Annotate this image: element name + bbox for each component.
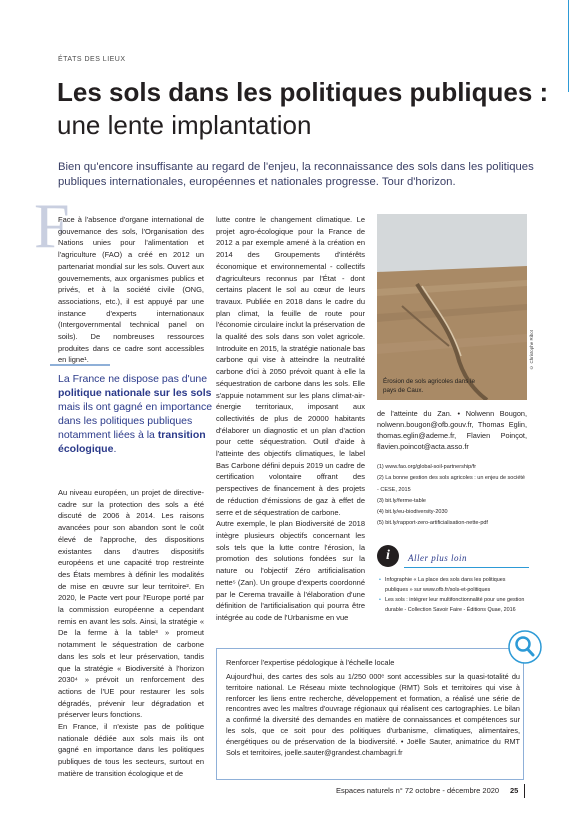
further-reading-item: • Les sols : intégrer leur multifonctionnalité pour une gestion durable - Collection Savoir Faire - Éditions Quae, 2016 (379, 595, 529, 615)
footnote: (4) bit.ly/eu-biodiversity-2030 (377, 509, 448, 516)
box-body: Aujourd'hui, des cartes des sols au 1/250 000ᵉ sont accessibles sur la quasi-totalité du territoire national. Le Réseau mixte technologique (RMT) Sols et territoires qui vise à renforcer les liens entre recherche, développement et formation, a réalisé une série de rencontres avec les maîtres d'ouvrage régionaux qui réalisent ces cartographies. Le bilan a confirmé la diversité des demandes en matière de connaissances et compétences sur les sols, que ce soit pour des politiques d'urbanisme, climatiques, alimentaires, énergétiques ou de préservation de la biodiversité. • Joëlle Sauter, animatrice du RMT Sols et territoires, joelle.sauter@grandest.chambagri.fr (226, 672, 520, 757)
footnote: (5) bit.ly/rapport-zero-artificialisation-nette-pdf (377, 520, 488, 527)
magnifier-icon (508, 630, 542, 664)
page-title (57, 76, 557, 142)
lede: Bien qu'encore insuffisante au regard de l'enjeu, la reconnaissance des sols dans les politiques publiques internationales, européennes et nationales progresse. Tour d'horizon. (58, 161, 534, 188)
footnote: (3) bit.ly/ferme-table (377, 497, 426, 504)
col1-top-paragraph: Face à l'absence d'organe international de gouvernance des sols, l'Organisation des Nations unies pour l'alimentation et l'agriculture (FAO) a créé en 2012 un partenariat mondial sur les sols. Ouvert aux gouvernements, aux organismes publics et privés, et à la société civile (ONG, associations, etc.), il est appuyé par une instance d'experts internationaux (Intergovernmental technical panel on soils). De nombreuses ressources produites dans ce cadre sont accessibles en ligne¹. (58, 215, 204, 365)
column-3-text: de l'atteinte du Zan. • Nolwenn Bougon, nolwenn.bougon@ofb.gouv.fr, Thomas Eglin, thomas.eglin@ademe.fr, Flavien Poinçot, flavien.poincot@acta.asso.fr (377, 409, 527, 451)
photo-caption: Érosion de sols agricoles dans le pays de Caux. (383, 378, 476, 394)
further-reading-item: • Infographie « La place des sols dans les politiques publiques » sur www.ofb.fr/sols-et-politiques (379, 575, 529, 595)
footnotes (377, 462, 527, 530)
col1-paragraph-france: En France, il n'existe pas de politique nationale dédiée aux sols mais ils ont gagné en importance dans les politiques publiques de tous les secteurs, surtout en matière de transition écologique et de (58, 722, 204, 778)
pull-quote-highlight-1: politique nationale sur les sols (58, 387, 212, 399)
pull-quote-text-3: . (113, 443, 117, 455)
erosion-photo (377, 214, 527, 400)
column-2 (216, 214, 365, 624)
info-icon: i (377, 545, 399, 567)
footnote: (1) www.fao.org/global-soil-partnership/fr (377, 464, 477, 470)
page-number-rule (524, 784, 525, 798)
box-heading: Renforcer l'expertise pédologique à l'échelle locale (226, 658, 395, 667)
title-regular: une lente implantation (57, 110, 312, 140)
title-bold: Les sols dans les politiques publiques : (57, 77, 549, 107)
further-reading-heading: Aller plus loin (408, 553, 467, 563)
pull-quote-text-2: mais ils ont gagné en importance dans les politiques publiques notamment liées à la (58, 401, 213, 441)
further-reading-list (379, 575, 529, 615)
section-label: ÉTATS DES LIEUX (58, 56, 126, 63)
dropcap: F (34, 190, 70, 261)
edge-accent-line (568, 0, 569, 92)
erosion-photo-drawing (377, 214, 527, 400)
col2-paragraph-1: lutte contre le changement climatique. Le projet agro-écologique pour la France de 2012 a par exemple amené à la création en 2014 des Groupements d'intérêts économique et environnemental - collectifs d'agriculteurs reconnus par l'État - dont certains placent le sol au cœur de leurs travaux. Publiée en 2018 dans le cadre du plan climat, la feuille de route pour l'économie circulaire inclut la préservation de la qualité des sols dans son volet agricole. Introduite en 2015, la stratégie nationale bas carbone qui vise à atteindre la neutralité carbone d'ici à 2050 prévoit quant à elle la séquestration de carbone dans les sols. Elle s'appuie notamment sur les plans climat-air-énergie territoriaux, imposant aux collectivités de plus de 20000 habitants d'élaborer un diagnostic et un plan d'action pour cette séquestration. Outil d'aide à l'atteinte des objectifs climatiques, le label Bas Carbone défini depuis 2019 un cadre de certification volontaire offrant des perspectives de financement à des projets de réduction d'émissions de gaz à effet de serre et de séquestration de carbone. (216, 215, 366, 517)
footnote: (2) La bonne gestion des sols agricoles : un enjeu de société - CESE, 2015 (377, 475, 525, 493)
photo-credit: © Christophe Ribot (529, 330, 534, 370)
column-1-bottom (58, 487, 204, 780)
pull-quote-text-1: La France ne dispose pas d'une (58, 373, 208, 385)
page-number: 25 (510, 786, 519, 795)
further-reading-rule (404, 567, 529, 568)
pull-quote-rule (50, 364, 110, 366)
column-1-top (58, 214, 204, 366)
pull-quote-highlight-2: transition écologique (58, 429, 206, 455)
footer-publication: Espaces naturels n° 72 octobre - décembre 2020 (336, 786, 500, 795)
col2-paragraph-2: Autre exemple, le plan Biodiversité de 2018 intègre plusieurs objectifs concernant les sols tels que la lutte contre l'érosion, la promotion des solutions fondées sur la nature ou l'objectif Zéro artificialisation nette⁵ (Zan). Un groupe d'experts coordonné par le Cerema travaille à l'élaboration d'une définition de l'artificialisation qui pourra être intégrée au code de l'Urbanisme en vue (216, 519, 365, 622)
col1-paragraph-europe: Au niveau européen, un projet de directive-cadre sur la protection des sols a été discuté de 2006 à 2014. Les raisons avancées pour son abandon sont le coût élevé de l'approche, des dispositions existantes dans d'autres dispositifs européens et une capacité trop restreinte des États membres à définir les modalités de mise en œuvre sur leur territoire². En 2020, le Pacte vert pour l'Europe porté par la commission européenne a cependant remis en avant les sols. Ainsi, la stratégie « De la ferme à la table³ » promeut notamment le séquestration de carbone dans les sols et leur préservation, tandis que la stratégie « Biodiversité à l'horizon 2030⁴ » prévoit un renforcement des actions de l'UE pour restaurer les sols dégradés, prévenir leur dégradation et préserver leurs fonctions. (58, 488, 204, 720)
pull-quote (58, 372, 218, 456)
